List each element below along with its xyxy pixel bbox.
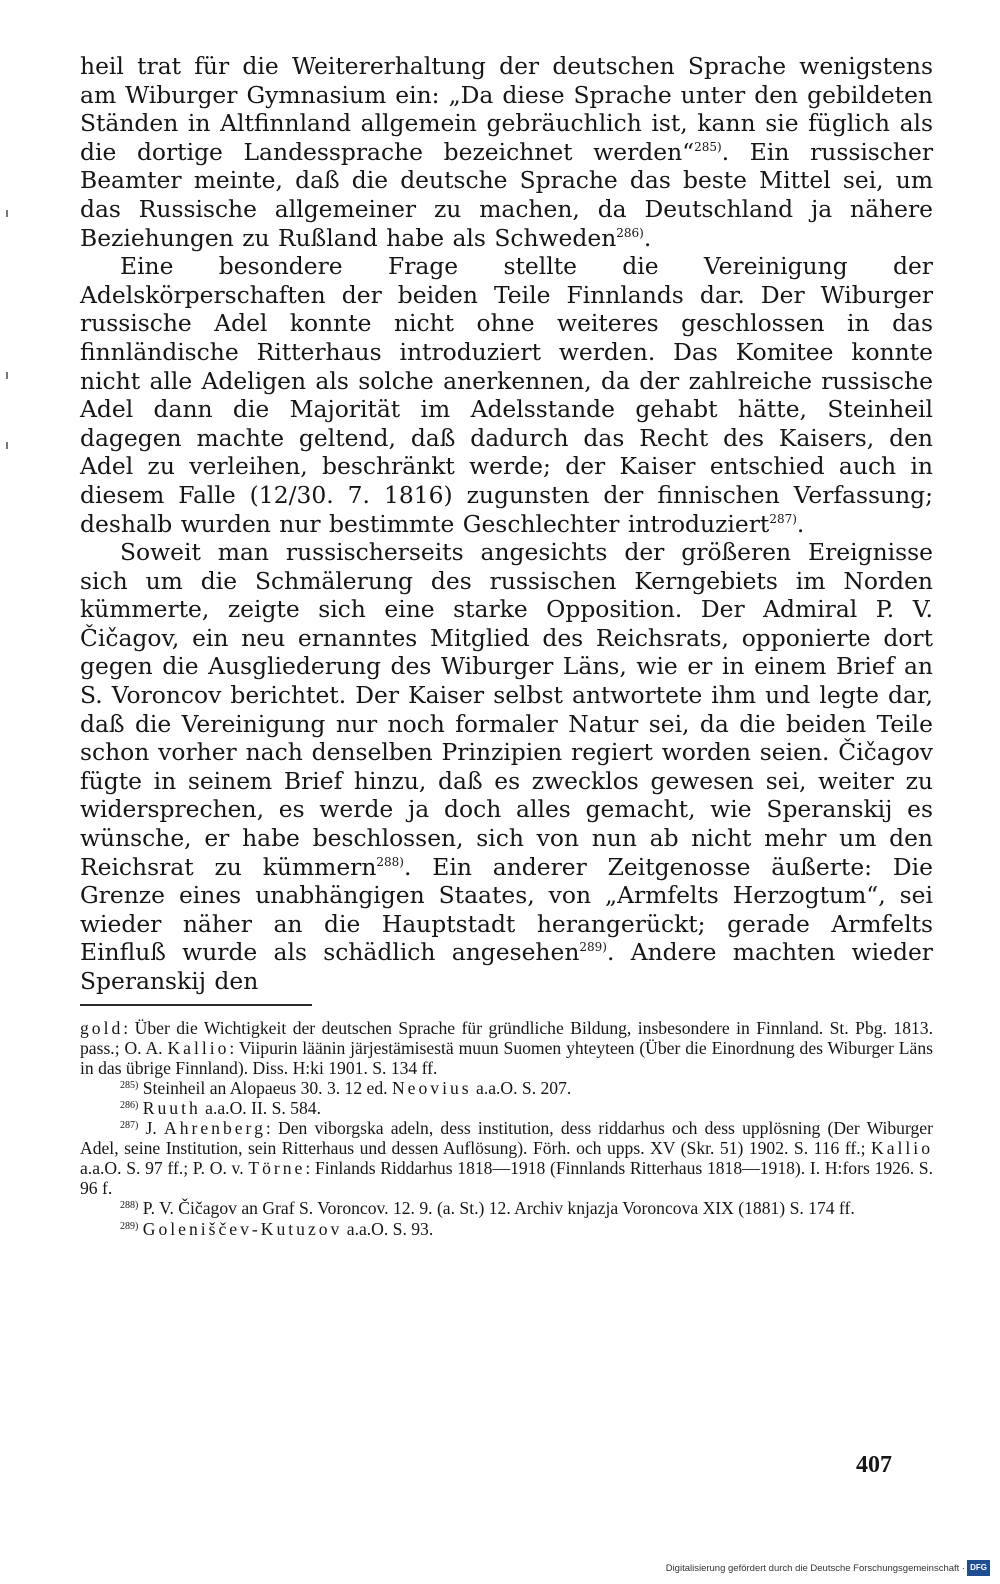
footnote-ref: 289) bbox=[579, 940, 607, 955]
author-name: Kallio bbox=[167, 1037, 230, 1058]
footnote-286: $^{286)}$ Ruuth a.a.O. II. S. 584. bbox=[120, 1097, 321, 1118]
footnote-ref: 286) bbox=[616, 225, 644, 240]
footnote-number: 285) bbox=[120, 1079, 139, 1091]
author-name: Neovius bbox=[391, 1077, 472, 1098]
footnote-number: 286) bbox=[120, 1099, 139, 1111]
main-text bbox=[80, 52, 933, 996]
digitization-credit bbox=[666, 1560, 990, 1576]
margin-mark bbox=[6, 372, 8, 379]
paragraph: heil trat für die Weitererhaltung der deutschen Sprache wenigstens am Wiburger Gymnasium ein: „Da diese Sprache unter den gebildeten Ständen in Altfinnland allgemein gebräuchlich ist, kann sie füglich als die dortige Landessprache bezeichnet werden“$^{285)}$. Ein russischer Beamter meinte, daß die deutsche Sprache das beste Mittel sei, um das Russische allgemeiner zu machen, da Deutschland ja nähere Beziehungen zu Rußland habe als Schweden$^{286)}$. bbox=[80, 52, 933, 252]
footnote-divider bbox=[80, 1004, 312, 1006]
footnote-287: $^{287)}$ J. Ahrenberg: Den viborgska adeln, dess institution, dess riddarhus och dess upplösning (Der Wiburger Adel, seine Institution, sein Ritterhaus und dessen Auflösung). Förh. och upps. XV (Skr. 51) 1902. S. 116 ff.; Kallio a.a.O. S. 97 ff.; P. O. v. Törne: Finlands Riddarhus 1818—1918 (Finnlands Ritterhaus 1818—1918). I. H:fors 1926. S. 96 f. bbox=[80, 1118, 933, 1199]
credit-text: Digitalisierung gefördert durch die Deutsche Forschungsgemeinschaft · bbox=[665, 1563, 966, 1574]
footnote-number: 287) bbox=[120, 1120, 139, 1132]
footnote-continuation: gold: Über die Wichtigkeit der deutschen Sprache für gründliche Bildung, insbesondere in Finnland. St. Pbg. 1813. pass.; O. A. Kallio: Viipurin läänin järjestämisestä muun Suomen yhteyteen (Über die Einordnung des Wiburger Läns in das übrige Finnland). Diss. H:ki 1901. S. 134 ff. bbox=[80, 1017, 933, 1078]
author-name: Kallio bbox=[871, 1138, 933, 1159]
margin-mark bbox=[6, 442, 8, 449]
author-name: Ruuth bbox=[142, 1097, 201, 1118]
footnote-number: 288) bbox=[120, 1200, 139, 1212]
page bbox=[80, 52, 933, 1239]
footnote-number: 289) bbox=[120, 1220, 139, 1232]
footnote-289: $^{289)}$ Goleniščev-Kutuzov a.a.O. S. 93. bbox=[120, 1218, 434, 1239]
footnote-288: $^{288)}$ P. V. Čičagov an Graf S. Voroncov. 12. 9. (a. St.) 12. Archiv knjazja Voroncova XIX (1881) S. 174 ff. bbox=[120, 1198, 855, 1219]
author-name: Ahrenberg bbox=[163, 1118, 266, 1139]
footnote-285: $^{285)}$ Steinheil an Alopaeus 30. 3. 12 ed. Neovius a.a.O. S. 207. bbox=[120, 1077, 572, 1098]
paragraph: Eine besondere Frage stellte die Vereinigung der Adelskörperschaften der beiden Teile Finnlands dar. Der Wiburger russische Adel konnte nicht ohne weiteres geschlossen in das finnländische Ritterhaus introduziert werden. Das Komitee konnte nicht alle Adeligen als solche anerkennen, da der zahlreiche russische Adel dann die Majorität im Adelsstande gehabt hätte, Steinheil dagegen machte geltend, daß dadurch das Recht des Kaisers, den Adel zu verleihen, beschränkt werde; der Kaiser entschied auch in diesem Falle (12/30. 7. 1816) zugunsten der finnischen Verfassung; deshalb wurden nur bestimmte Geschlechter introduziert$^{287)}$. bbox=[80, 252, 933, 538]
author-name: gold bbox=[80, 1017, 124, 1038]
footnote-ref: 285) bbox=[694, 139, 722, 154]
paragraph: Soweit man russischerseits angesichts der größeren Ereignisse sich um die Schmälerung des russischen Kerngebiets im Norden kümmerte, zeigte sich eine starke Opposition. Der Admiral P. V. Čičagov, ein neu ernanntes Mitglied des Reichsrats, opponierte dort gegen die Ausgliederung des Wiburger Läns, wie er in einem Brief an S. Voroncov berichtet. Der Kaiser selbst antwortete ihm und legte dar, daß die Vereinigung nur noch formaler Natur sei, da die beiden Teile schon vorher nach denselben Prinzipien regiert worden seien. Čičagov fügte in seinem Brief hinzu, daß es zwecklos gewesen sei, weiter zu widersprechen, es werde ja doch alles gemacht, wie Speranskij es wünsche, er habe beschlossen, sich von nun ab nicht mehr um den Reichsrat zu kümmern$^{288)}$. Ein anderer Zeitgenosse äußerte: Die Grenze eines unabhängigen Staates, von „Armfelts Herzogtum“, sei wieder näher an die Hauptstadt herangerückt; gerade Armfelts Einfluß wurde als schädlich angesehen$^{289)}$. Andere machten wieder Speranskij den bbox=[80, 538, 933, 995]
author-name: Goleniščev-Kutuzov bbox=[142, 1218, 343, 1239]
footnotes bbox=[80, 1018, 933, 1239]
footnote-ref: 287) bbox=[769, 511, 797, 526]
margin-mark bbox=[6, 210, 8, 217]
page-number: 407 bbox=[856, 1452, 892, 1478]
author-name: Törne bbox=[248, 1158, 306, 1179]
dfg-logo: DFG bbox=[967, 1560, 990, 1576]
footnote-ref: 288) bbox=[376, 854, 404, 869]
